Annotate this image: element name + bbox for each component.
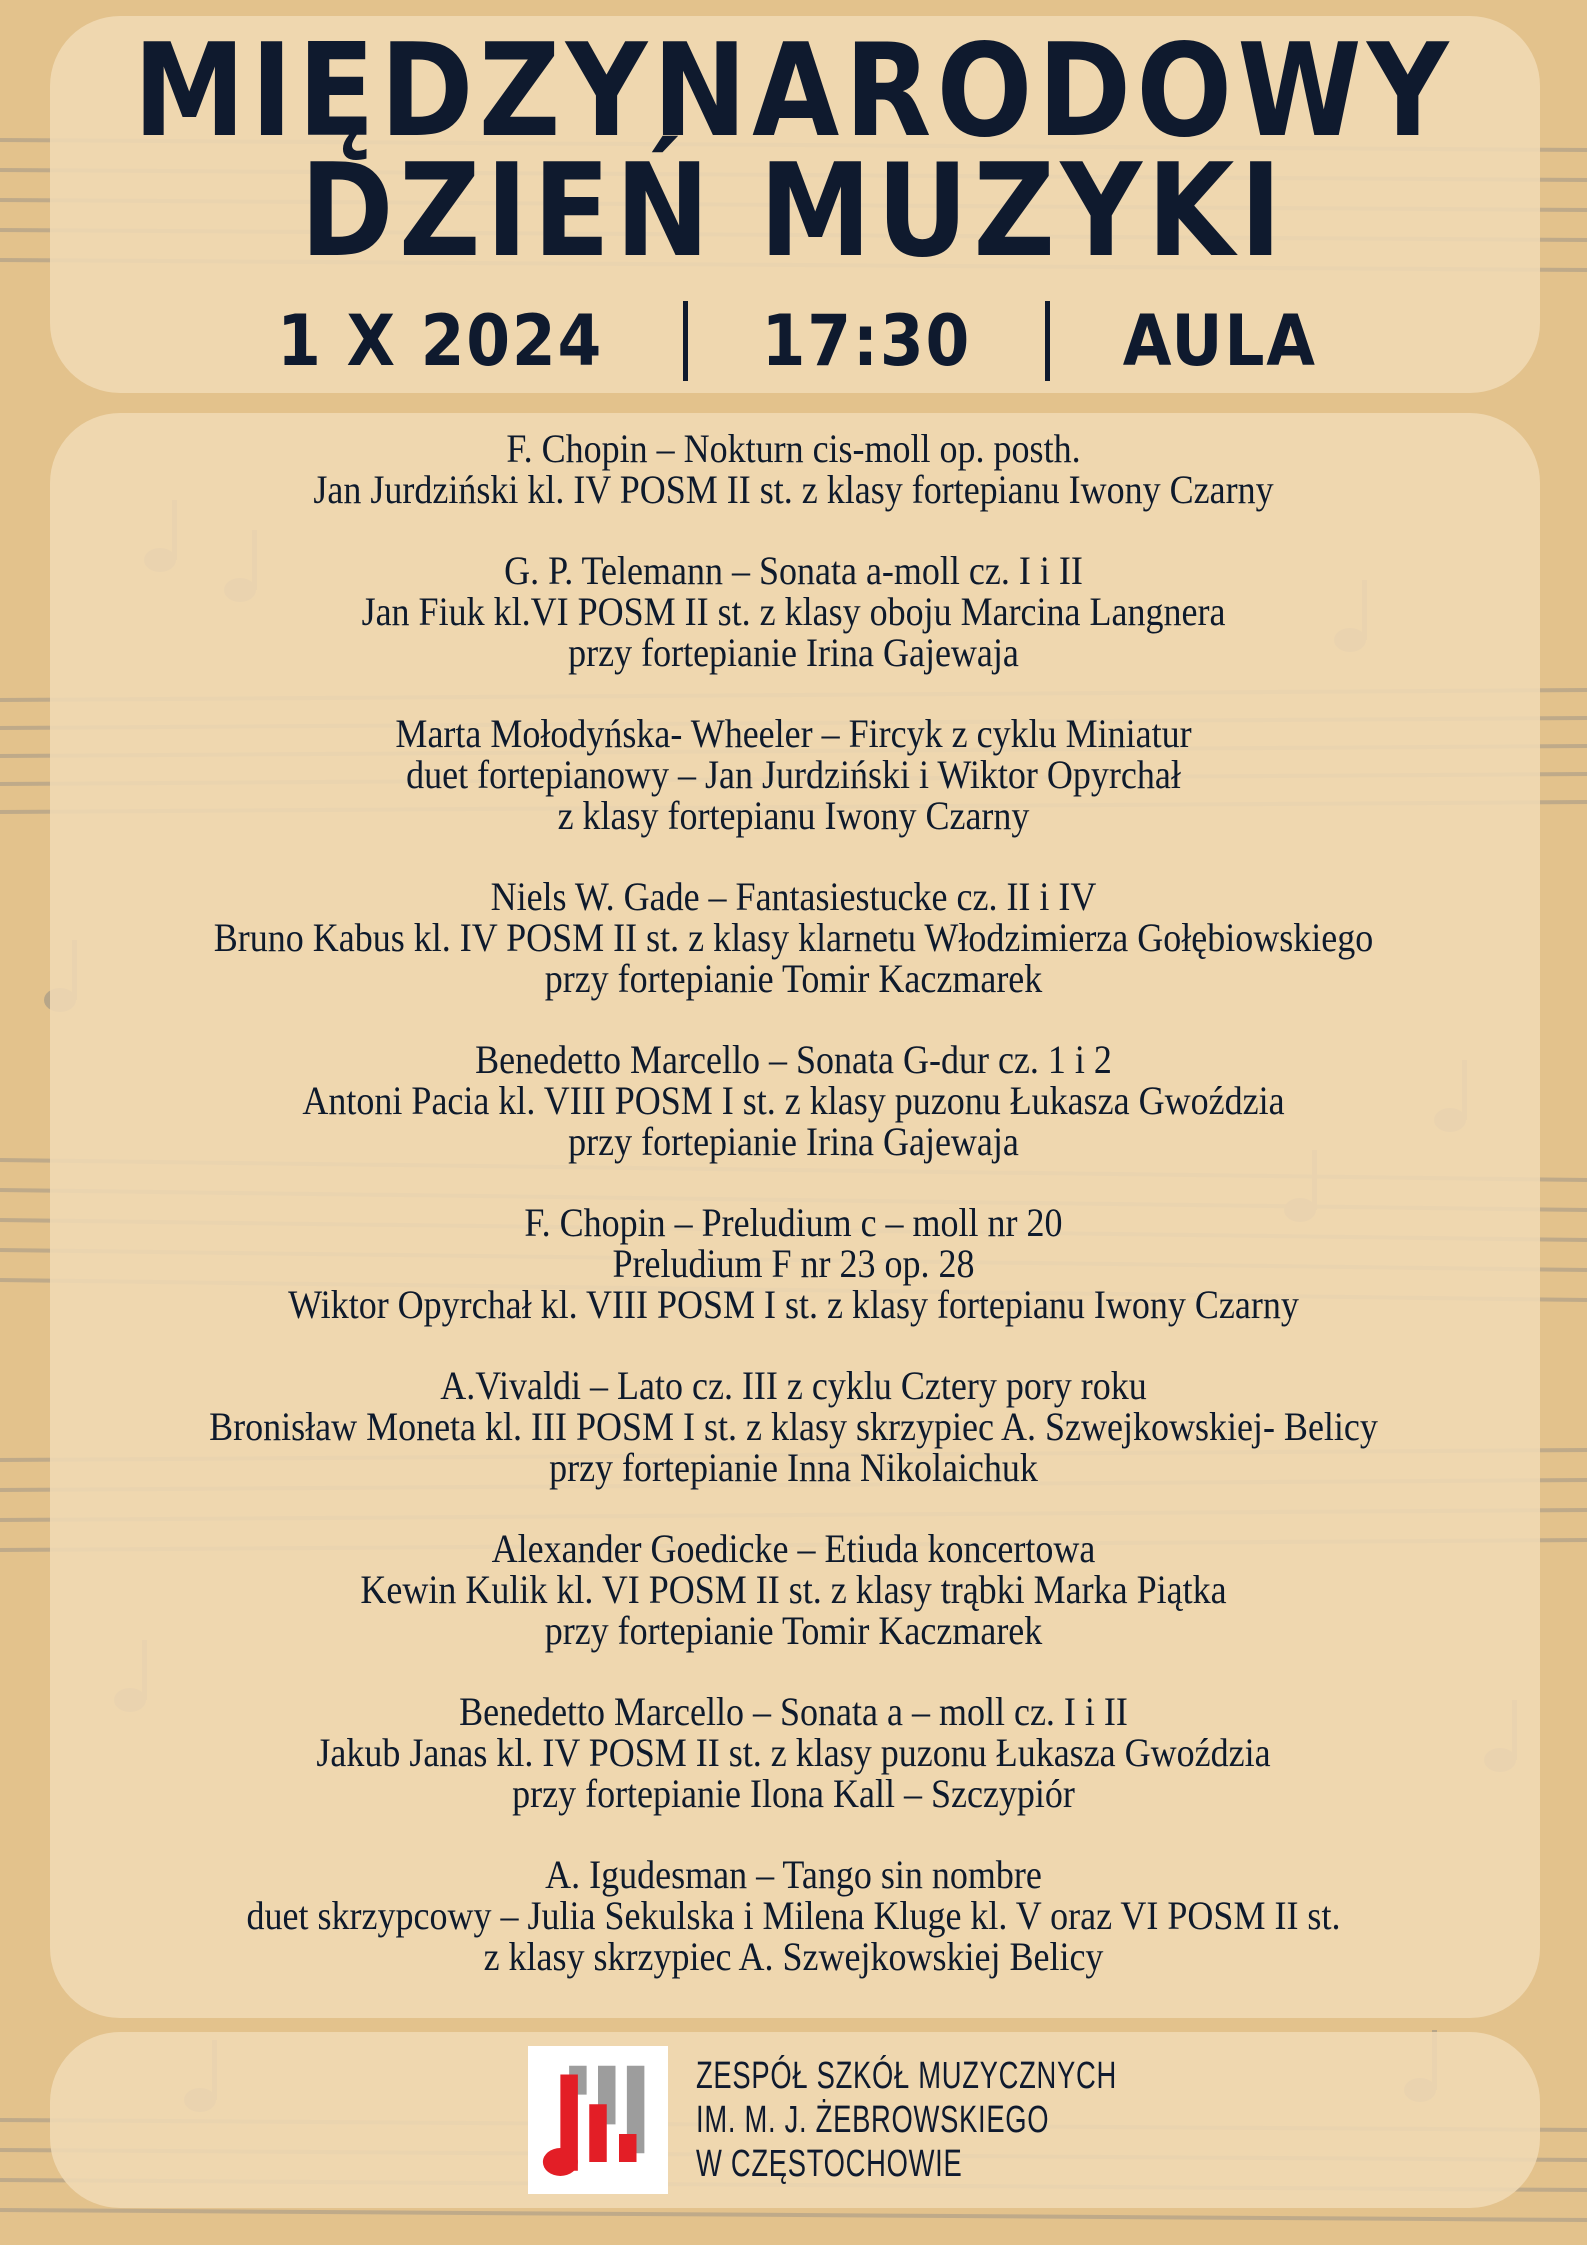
accompanist: przy fortepianie Tomir Kaczmarek — [544, 1608, 1043, 1653]
accompanist: przy fortepianie Irina Gajewaja — [568, 630, 1019, 675]
piece-title: A.Vivaldi – Lato cz. III z cyklu Cztery pory roku — [440, 1363, 1147, 1408]
piece-title: Benedetto Marcello – Sonata a – moll cz. I i II — [459, 1689, 1128, 1734]
program-item — [60, 713, 1527, 836]
title-line-2: DZIEŃ MUZYKI — [300, 137, 1287, 286]
performer: Jakub Janas kl. IV POSM II st. z klasy puzonu Łukasza Gwoździa — [316, 1730, 1271, 1775]
event-info — [0, 296, 1587, 386]
program-item — [60, 550, 1527, 673]
performer: Wiktor Opyrchał kl. VIII POSM I st. z klasy fortepianu Iwony Czarny — [288, 1282, 1299, 1327]
piece-title: Benedetto Marcello – Sonata G-dur cz. 1 i 2 — [475, 1037, 1112, 1082]
program-item — [60, 1365, 1527, 1488]
piece-title: Marta Mołodyńska- Wheeler – Fircyk z cyklu Miniatur — [395, 711, 1192, 756]
event-venue: AULA — [1122, 300, 1318, 382]
program-item — [60, 1691, 1527, 1814]
school-name-line-3: W CZĘSTOCHOWIE — [696, 2143, 963, 2185]
performer: Kewin Kulik kl. VI POSM II st. z klasy trąbki Marka Piątka — [360, 1567, 1227, 1612]
divider — [683, 301, 688, 381]
accompanist: przy fortepianie Tomir Kaczmarek — [544, 956, 1043, 1001]
school-name-line-1: ZESPÓŁ SZKÓŁ MUZYCZNYCH — [696, 2055, 1117, 2097]
accompanist: przy fortepianie Irina Gajewaja — [568, 1119, 1019, 1164]
header — [0, 0, 1587, 400]
school-name — [696, 2046, 1281, 2186]
piece-title: F. Chopin – Preludium c – moll nr 20 — [524, 1200, 1063, 1245]
performer: Antoni Pacia kl. VIII POSM I st. z klasy puzonu Łukasza Gwoździa — [302, 1078, 1285, 1123]
performer: Bruno Kabus kl. IV POSM II st. z klasy klarnetu Włodzimierza Gołębiowskiego — [213, 915, 1374, 960]
program-item — [60, 1528, 1527, 1651]
performer: duet fortepianowy – Jan Jurdziński i Wiktor Opyrchał — [406, 752, 1181, 797]
event-date: 1 X 2024 — [277, 300, 604, 382]
piece-title-2: Preludium F nr 23 op. 28 — [612, 1241, 975, 1286]
performer: duet skrzypcowy – Julia Sekulska i Milena Kluge kl. V oraz VI POSM II st. — [246, 1893, 1341, 1938]
performer: Jan Fiuk kl.VI POSM II st. z klasy oboju Marcina Langnera — [361, 589, 1226, 634]
school-footer — [528, 2046, 1281, 2194]
performer: Bronisław Moneta kl. III POSM I st. z klasy skrzypiec A. Szwejkowskiej- Belicy — [209, 1404, 1378, 1449]
program-item — [60, 1202, 1527, 1325]
accompanist: przy fortepianie Inna Nikolaichuk — [549, 1445, 1038, 1490]
program-list — [60, 428, 1527, 2017]
program-item — [60, 1039, 1527, 1162]
program-item — [60, 1854, 1527, 1977]
piece-title: A. Igudesman – Tango sin nombre — [545, 1852, 1042, 1897]
title-line-1: MIĘDZYNARODOWY — [133, 17, 1454, 166]
teacher: z klasy fortepianu Iwony Czarny — [557, 793, 1030, 838]
accompanist: przy fortepianie Ilona Kall – Szczypiór — [512, 1771, 1075, 1816]
school-name-line-2: IM. M. J. ŻEBROWSKIEGO — [696, 2099, 1050, 2141]
piece-title: G. P. Telemann – Sonata a-moll cz. I i II — [504, 548, 1083, 593]
piece-title: F. Chopin – Nokturn cis-moll op. posth. — [506, 426, 1081, 471]
school-logo-icon — [528, 2046, 668, 2194]
teacher: z klasy skrzypiec A. Szwejkowskiej Belicy — [483, 1934, 1104, 1979]
performer: Jan Jurdziński kl. IV POSM II st. z klasy fortepianu Iwony Czarny — [313, 467, 1274, 512]
program-item — [60, 428, 1527, 510]
event-time: 17:30 — [762, 300, 972, 382]
piece-title: Alexander Goedicke – Etiuda koncertowa — [491, 1526, 1096, 1571]
program-item — [60, 876, 1527, 999]
piece-title: Niels W. Gade – Fantasiestucke cz. II i IV — [490, 874, 1097, 919]
divider — [1045, 301, 1050, 381]
